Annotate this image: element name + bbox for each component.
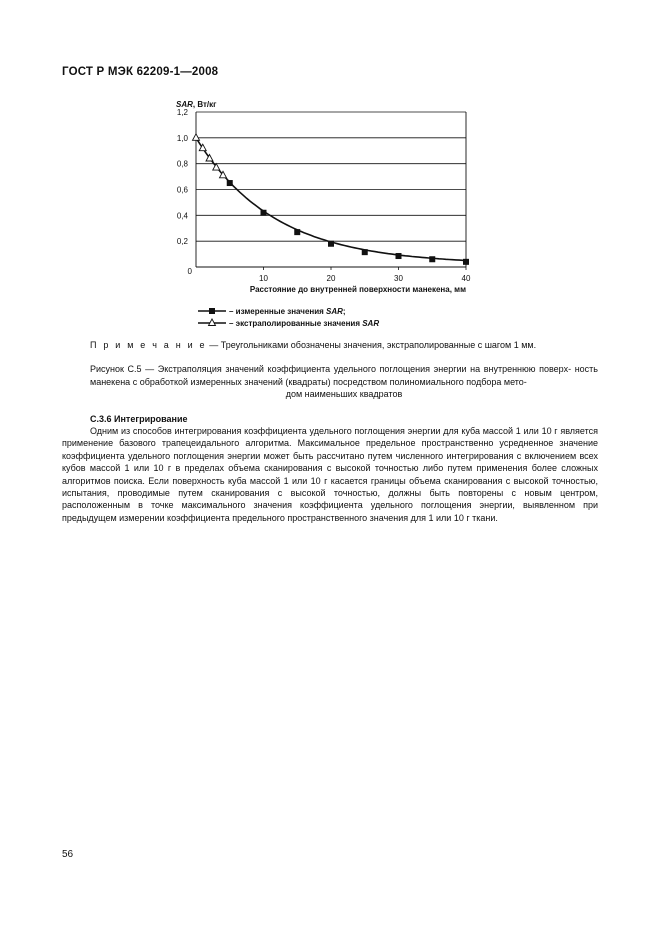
chart-legend	[198, 307, 379, 328]
sar-extrapolation-chart	[0, 0, 661, 340]
y-tick-label: 0,4	[176, 211, 188, 221]
y-tick-label: 1,0	[176, 133, 188, 143]
measured-point	[362, 249, 368, 255]
legend-label: – измеренные значения SAR;	[229, 307, 346, 316]
note-prefix: П р и м е ч а н и е	[90, 340, 207, 350]
measured-point	[396, 253, 402, 259]
chart-grid	[196, 112, 466, 241]
section-title: С.3.6 Интегрирование	[90, 414, 188, 424]
y-tick-label: 0,6	[176, 185, 188, 195]
caption-line-2: ность манекена с обработкой измеренных значений (квадраты) посредством полиномиального подбора мето-	[90, 364, 598, 387]
figure-caption	[90, 363, 598, 401]
origin-label: 0	[187, 267, 192, 276]
measured-point	[463, 259, 469, 265]
extrapolated-point	[193, 134, 200, 141]
measured-point	[429, 256, 435, 262]
x-axis-label: Расстояние до внутренней поверхности манекена, мм	[249, 285, 466, 294]
figure-note	[90, 340, 610, 350]
measured-point	[294, 229, 300, 235]
x-tick-label: 20	[326, 274, 336, 283]
measured-point	[261, 210, 267, 216]
document-header: ГОСТ Р МЭК 62209-1—2008	[62, 66, 219, 78]
measured-point	[227, 180, 233, 186]
caption-line-1: Рисунок С.5 — Экстраполяция значений коэффициента удельного поглощения энергии на внутреннюю поверх-	[90, 364, 572, 374]
chart-markers	[193, 134, 470, 265]
x-tick-label: 10	[259, 274, 268, 283]
chart-tick-labels	[177, 108, 471, 283]
x-tick-label: 40	[461, 274, 471, 283]
x-tick-label: 30	[394, 274, 403, 283]
y-tick-label: 0,2	[176, 237, 188, 247]
legend-square-marker	[209, 308, 215, 314]
legend-label: – экстраполированные значения SAR	[229, 319, 380, 328]
y-axis-label: SAR, Вт/кг	[176, 100, 217, 109]
y-tick-label: 1,2	[176, 108, 188, 117]
y-tick-label: 0,8	[176, 159, 188, 169]
caption-line-3: дом наименьших квадратов	[285, 389, 403, 399]
measured-point	[328, 241, 334, 247]
page-number: 56	[62, 849, 74, 860]
note-text: — Треугольниками обозначены значения, экстраполированные с шагом 1 мм.	[206, 340, 537, 350]
section-body: Одним из способов интегрирования коэффициента удельного поглощения энергии для куба массой 1 или 10 г является применение базового трапецеидального алгоритма. Максимальное предельное пространственно усредненное значение коэффициента удельного поглощения энергии может быть рассчитано путем численного интегрирования с включением всех кубов массой 1 или 10 г в пределах объема сканирования с высокой точностью либо путем применения более сложных алгоритмов поиска. Если поверхность куба массой 1 или 10 г касается границы объема сканирования с высокой точностью, испытания, проводимые путем сканирования с высокой точностью, должны быть повторены с новым центром, расположенным в точке максимального значения коэффициента удельного поглощения энергии, выявленном при предыдущем измерении коэффициента предельного пространственного значения для 1 или 10 г ткани.	[62, 426, 598, 523]
